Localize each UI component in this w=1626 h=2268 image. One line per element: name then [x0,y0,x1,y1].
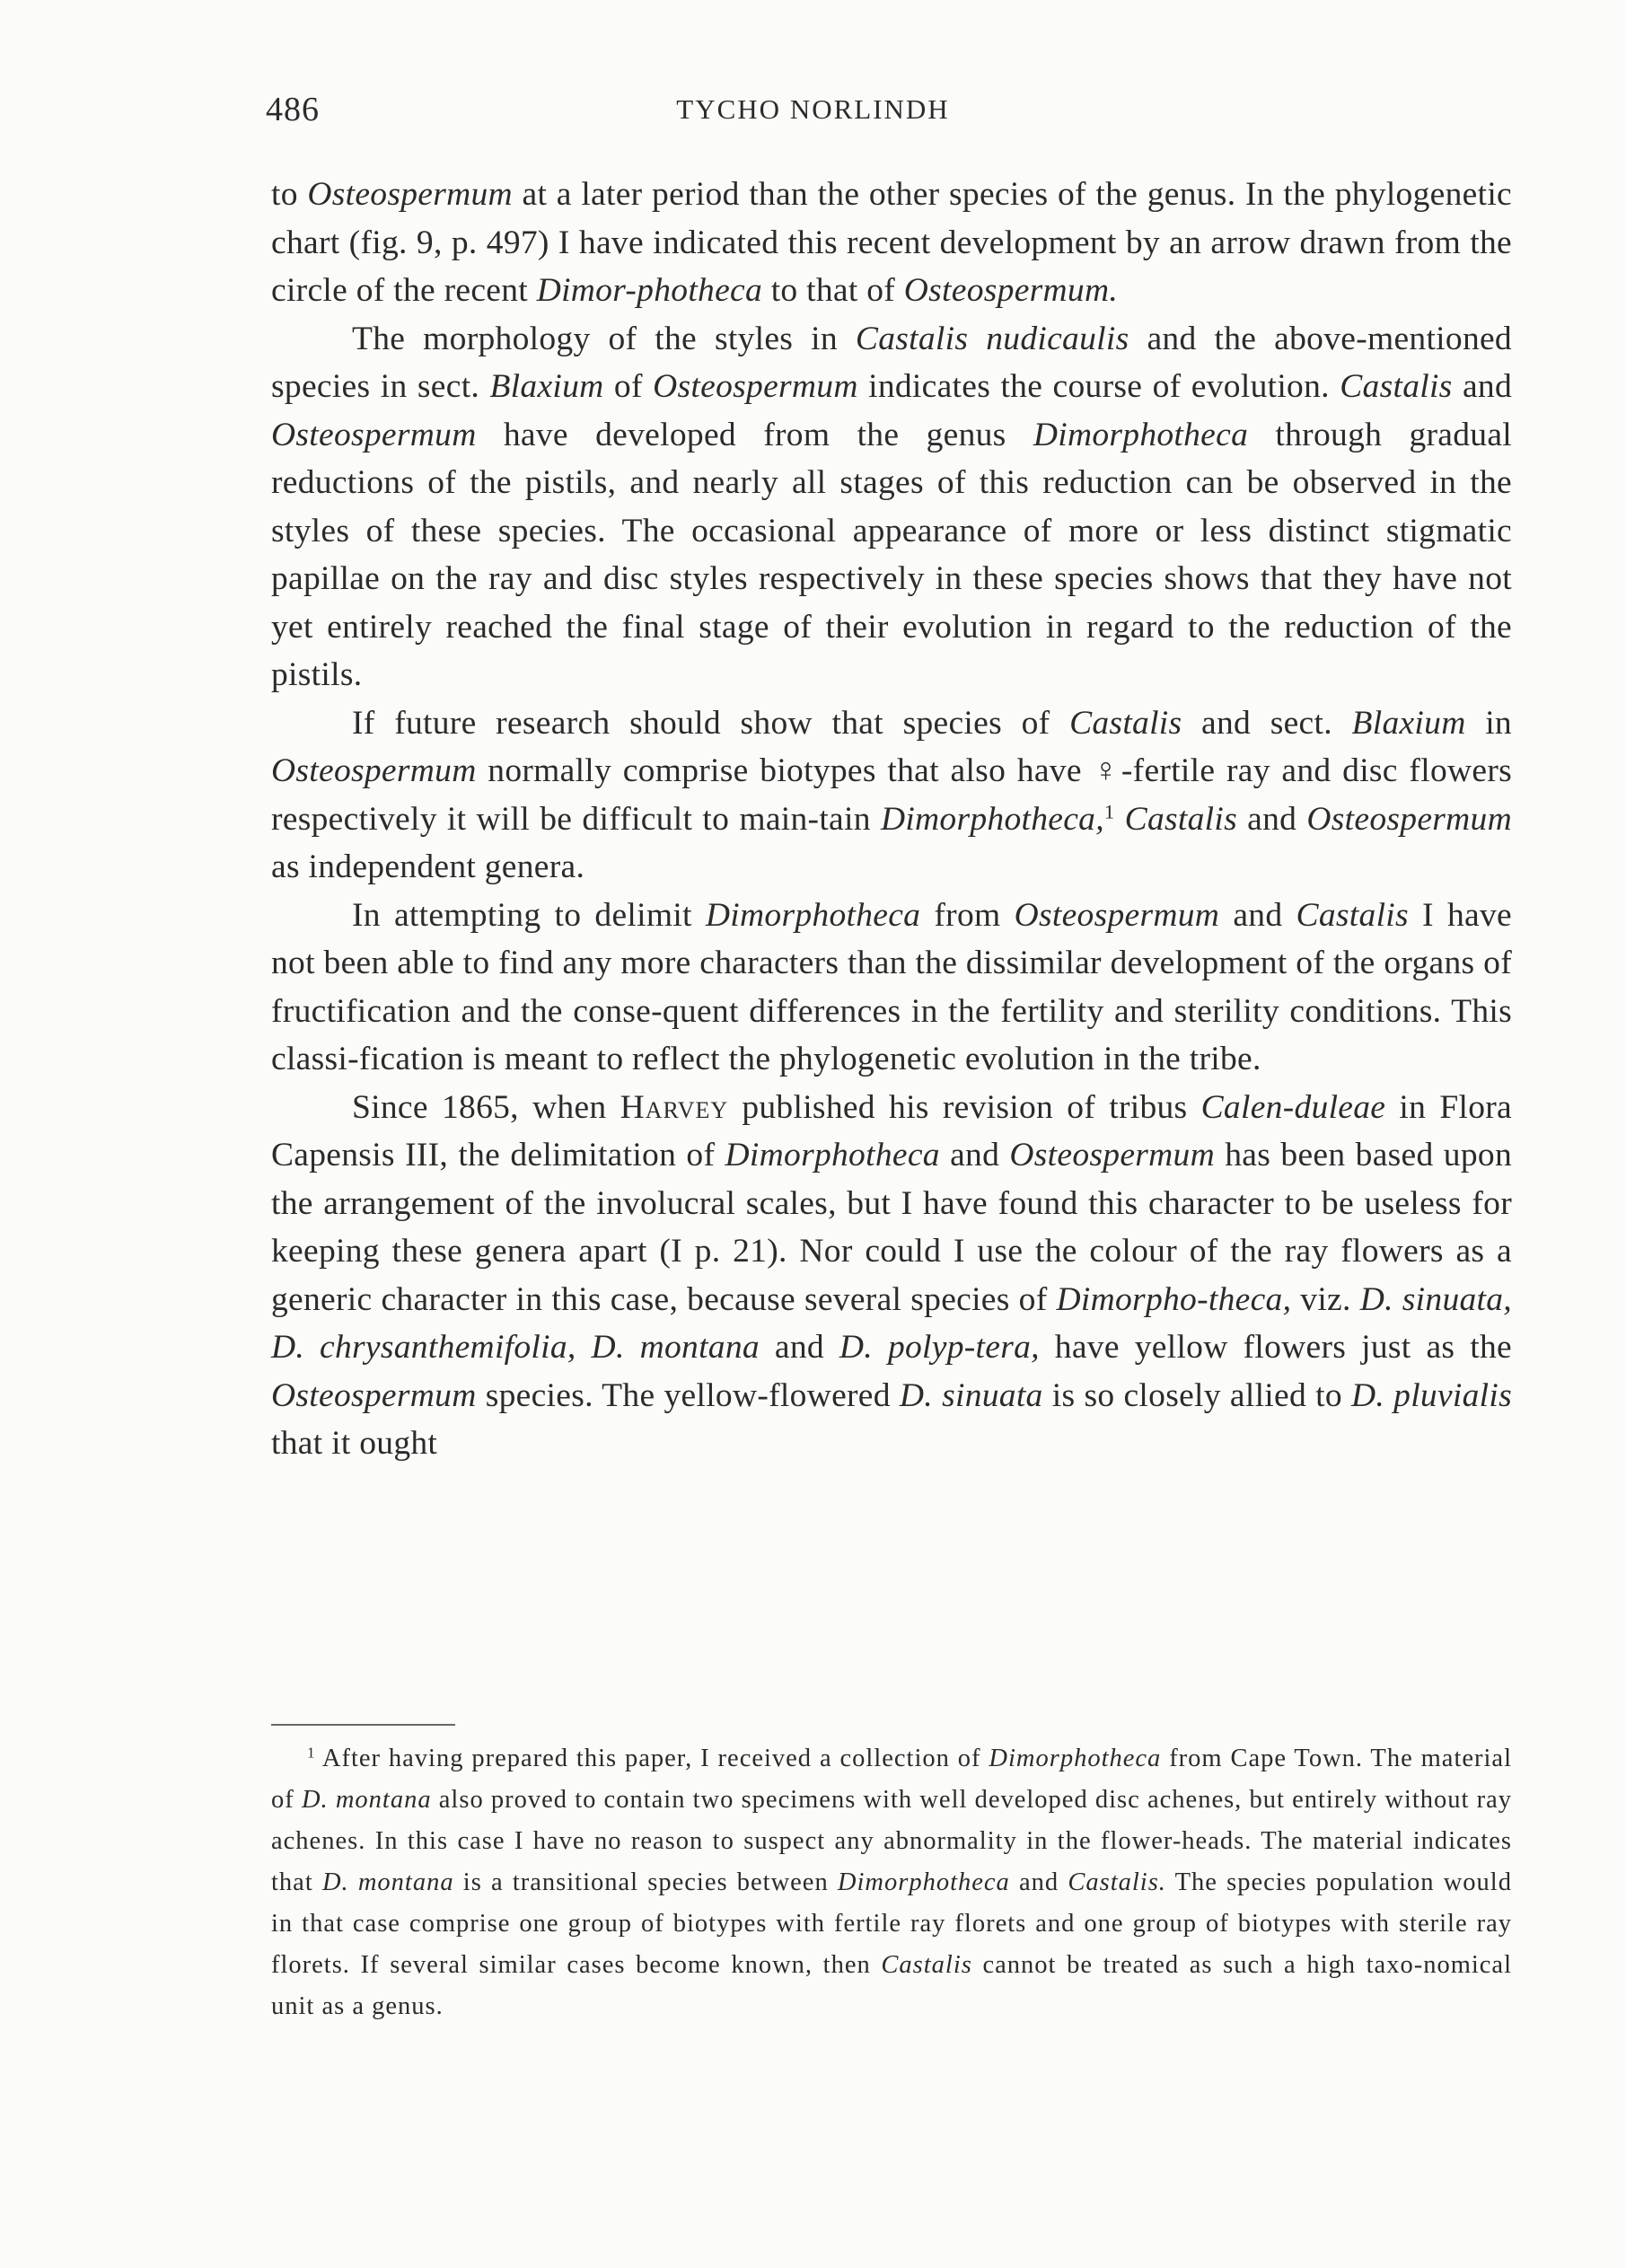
paragraph-1 [271,171,1512,315]
text: have developed from the genus [476,416,1033,453]
text: viz. [1291,1280,1360,1318]
text: in [1465,704,1512,742]
taxon-name: Osteospermum [1009,1137,1215,1174]
running-title: TYCHO NORLINDH [676,93,950,125]
paragraph-4 [271,892,1512,1084]
text: cannot be treated as such a high taxo-nomical unit as a genus. [271,1951,1512,2020]
text [1114,801,1124,838]
text: and [939,1137,1010,1174]
text: species. The yellow-flowered [476,1376,900,1414]
author-name: Harvey [620,1088,729,1126]
footnotes [271,1738,1512,2027]
taxon-name: Osteospermum [271,416,477,453]
footnote-divider [271,1724,455,1726]
text: to [271,176,308,213]
footnote-reference[interactable]: 1 [1103,800,1115,823]
text: through gradual reductions of the pistils, and nearly all stages of this reduction can be observed in the styles of these species. The occasional appearance of more or less distinct stigmatic papillae on the ray and disc styles respectively in these species shows that they have not yet entirely reached the final stage of their evolution in regard to the reduction of the pistils. [271,416,1512,693]
taxon-name: D. montana [321,1868,454,1896]
footnote-1 [271,1738,1512,2027]
taxon-name: Osteospermum [653,368,858,405]
paragraph-3 [271,699,1512,892]
taxon-name: D. montana [301,1786,432,1814]
text: also proved to contain two specimens with well developed disc achenes, but entirely without ray achenes. In this case I have no reason to suspect any abnormality in the flower-heads. The material indicates that [271,1786,1512,1896]
taxon-name: Dimorpho-theca, [1056,1280,1292,1318]
text: and the above-mentioned species in sect. [271,320,1512,405]
taxon-name: Castalis [1296,896,1409,934]
text: and [1009,1868,1068,1896]
taxon-name: Castalis [1069,704,1182,742]
taxon-name: Calen-duleae [1200,1088,1386,1126]
taxon-name: Dimorphotheca, [880,800,1104,838]
text: is a transitional species between [453,1868,838,1896]
text: and [759,1329,839,1366]
taxon-name: Dimorphotheca [837,1868,1010,1896]
text: from Cape Town. The material of [271,1745,1512,1814]
taxon-name: D. sinuata [899,1376,1043,1414]
footnote-marker: 1 [307,1744,316,1762]
taxon-name: Dimor-photheca [536,272,763,309]
taxon-name: D. sinuata, D. chrysanthemifolia, D. montana [271,1280,1512,1366]
text: of [603,368,654,405]
taxon-name: Osteospermum [271,1376,477,1414]
running-head [0,90,1626,135]
taxon-name: Osteospermum [1306,800,1512,838]
taxon-name: Dimorphotheca [705,896,921,934]
text: The morphology of the styles in [352,320,856,357]
taxon-name: Dimorphotheca [989,1745,1162,1772]
text: In attempting to delimit [352,896,706,934]
taxon-name: D. polyp-tera, [839,1329,1040,1366]
text: Since 1865, when [352,1088,620,1126]
text: indicates the course of evolution. [857,368,1340,405]
taxon-name: Blaxium [489,368,604,405]
taxon-name: Castalis [1340,368,1453,405]
text: The species population would in that case comprise one group of biotypes with fertile ray florets and one group of biotypes with sterile ray florets. If several similar cases become known, then [271,1868,1512,1979]
page-number: 486 [266,91,320,128]
taxon-name: Osteospermum [307,176,513,213]
taxon-name: Blaxium [1351,704,1466,742]
taxon-name: D. pluvialis [1350,1376,1513,1414]
text: as independent genera. [271,848,585,885]
taxon-name: Castalis [1124,800,1237,838]
text: I have not been able to find any more characters than the dissimilar development of the organs of fructification and the conse-quent differences in the fertility and sterility conditions. This classi-fication is meant to reflect the phylogenetic evolution in the tribe. [271,896,1512,1077]
text: from [920,896,1015,934]
text: and [1237,800,1307,838]
taxon-name: Dimorphotheca [725,1137,940,1174]
text: After having prepared this paper, I received a collection of [315,1745,989,1772]
text: published his revision of tribus [728,1088,1201,1126]
text: is so closely allied to [1042,1376,1351,1414]
taxon-name: Castalis. [1068,1868,1166,1896]
taxon-name: Dimorphotheca [1033,416,1249,453]
text: normally comprise biotypes that also have ♀-fertile ray and disc flowers respectively it will be difficult to main-tain [271,752,1512,838]
text: has been based upon the arrangement of the involucral scales, but I have found this character to be useless for keeping these genera apart (I p. 21). Nor could I use the colour of the ray flowers as a generic character in this case, because several species of [271,1137,1512,1318]
text: to that of [762,272,904,309]
text: and sect. [1182,704,1352,742]
text: and [1219,896,1296,934]
text: in Flora Capensis III, the delimitation of [271,1088,1513,1174]
body-text [271,171,1512,1468]
taxon-name: Castalis nudicaulis [855,320,1129,357]
text: that it ought [271,1425,438,1462]
text: at a later period than the other species of the genus. In the phylogenetic chart (fig. 9, p. 497) I have indicated this recent development by an arrow drawn from the circle of the recent [271,176,1512,309]
taxon-name: Osteospermum. [903,272,1119,309]
paragraph-2 [271,315,1512,699]
paragraph-5 [271,1084,1512,1468]
text: have yellow flowers just as the [1039,1329,1512,1366]
text: and [1452,368,1512,405]
taxon-name: Osteospermum [1014,896,1220,934]
taxon-name: Osteospermum [271,752,477,789]
taxon-name: Castalis [881,1951,972,1979]
text: If future research should show that species of [352,704,1070,742]
